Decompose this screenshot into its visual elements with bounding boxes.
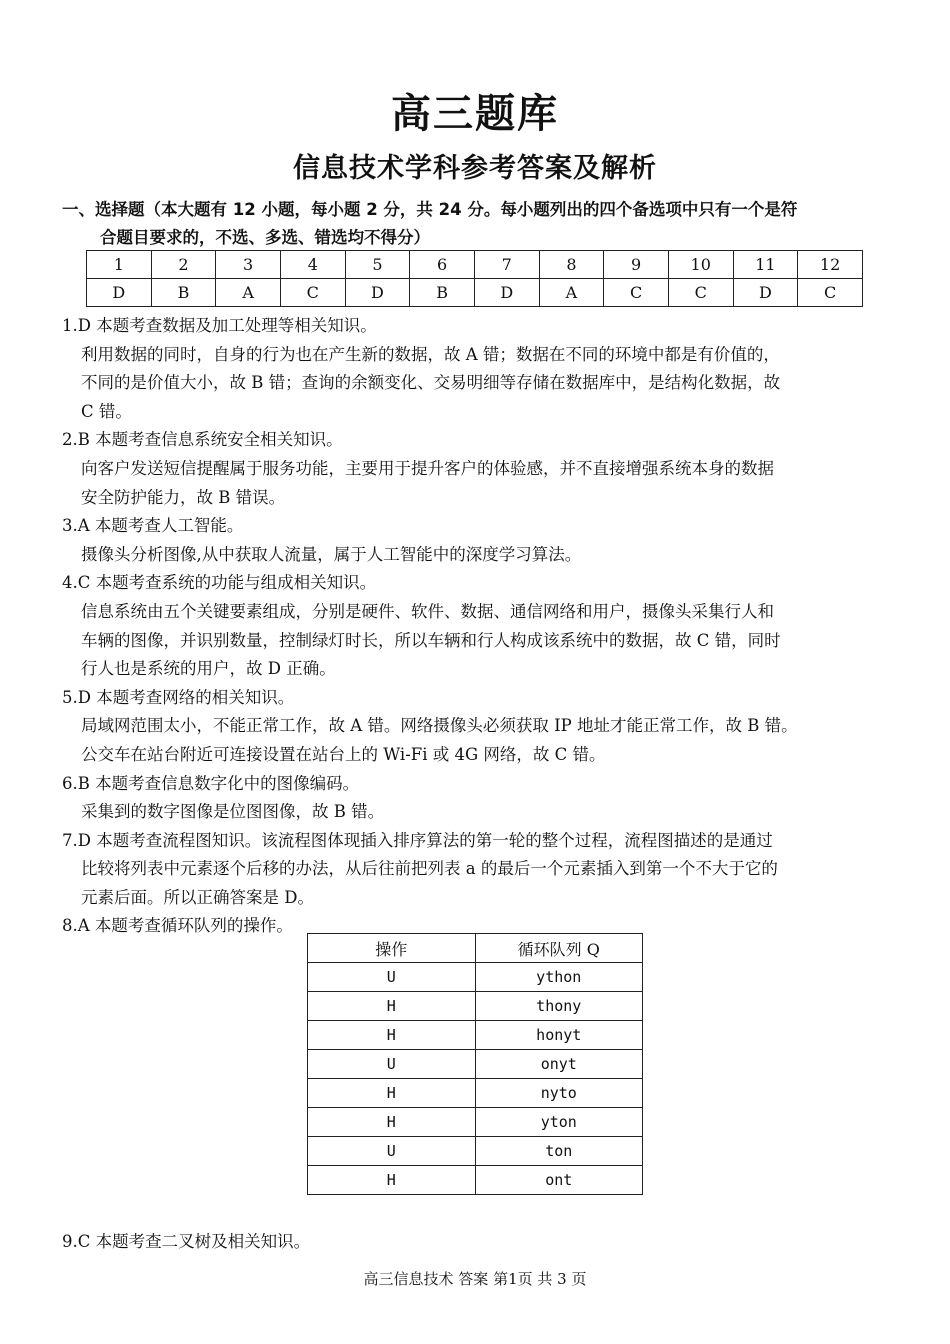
explanation-line: 局域网范围太小，不能正常工作，故 A 错。网络摄像头必须获取 IP 地址才能正常工作，故 B 错。 xyxy=(81,716,798,736)
question-number-cell: 5 xyxy=(345,251,410,279)
queue-state-cell: honyt xyxy=(475,1021,643,1050)
queue-op-cell: U xyxy=(308,963,476,992)
explanation-item xyxy=(62,684,894,770)
explanation-item xyxy=(62,827,894,913)
queue-table-row xyxy=(308,1108,643,1137)
answer-cell: D xyxy=(345,279,410,307)
explanation-item xyxy=(62,312,894,426)
queue-op-cell: U xyxy=(308,1050,476,1079)
explanation-line: 行人也是系统的用户，故 D 正确。 xyxy=(81,659,336,679)
page-subtitle: 信息技术学科参考答案及解析 xyxy=(293,153,657,184)
question-number-cell: 9 xyxy=(604,251,669,279)
answer-cell: C xyxy=(798,279,863,307)
queue-table-row xyxy=(308,1021,643,1050)
explanation-head: 2.B 本题考查信息系统安全相关知识。 xyxy=(62,430,343,450)
explanation-head: 5.D 本题考查网络的相关知识。 xyxy=(62,687,295,707)
queue-state-cell: ython xyxy=(475,963,643,992)
section-heading xyxy=(62,196,894,252)
answer-table xyxy=(86,250,863,307)
answer-cell: A xyxy=(216,279,281,307)
answer-cell: C xyxy=(280,279,345,307)
explanation-item xyxy=(62,569,894,683)
explanation-line: 安全防护能力，故 B 错误。 xyxy=(81,487,286,507)
question-number-cell: 3 xyxy=(216,251,281,279)
queue-op-cell: H xyxy=(308,1079,476,1108)
answer-cell: D xyxy=(87,279,152,307)
queue-state-cell: nyto xyxy=(475,1079,643,1108)
queue-op-cell: H xyxy=(308,1021,476,1050)
explanation-item xyxy=(62,770,894,827)
queue-table-row xyxy=(308,1166,643,1195)
explanation-line: 不同的是价值大小，故 B 错；查询的余额变化、交易明细等存储在数据库中，是结构化数据，故 xyxy=(81,373,781,393)
question-number-cell: 8 xyxy=(539,251,604,279)
question-number-cell: 2 xyxy=(151,251,216,279)
answer-cell: B xyxy=(151,279,216,307)
queue-op-cell: H xyxy=(308,1108,476,1137)
answer-cell: D xyxy=(733,279,798,307)
explanation-item xyxy=(62,512,894,569)
queue-header-op: 操作 xyxy=(308,934,476,963)
queue-state-cell: ton xyxy=(475,1137,643,1166)
queue-op-cell: U xyxy=(308,1137,476,1166)
queue-state-cell: yton xyxy=(475,1108,643,1137)
explanation-line: 向客户发送短信提醒属于服务功能，主要用于提升客户的体验感，并不直接增强系统本身的数据 xyxy=(81,458,774,478)
answer-cell: D xyxy=(474,279,539,307)
question-number-cell: 12 xyxy=(798,251,863,279)
answer-table-number-row xyxy=(87,251,863,279)
explanation-item xyxy=(62,426,894,512)
queue-state-cell: ont xyxy=(475,1166,643,1195)
queue-table-header xyxy=(308,934,643,963)
page-title: 高三题库 xyxy=(391,91,559,137)
answer-table-answer-row xyxy=(87,279,863,307)
page-footer: 高三信息技术 答案 第1页 共 3 页 xyxy=(363,1270,587,1288)
explanation-head: 7.D 本题考查流程图知识。该流程图体现插入排序算法的第一轮的整个过程，流程图描述的是通过 xyxy=(62,830,773,850)
queue-table xyxy=(307,933,643,1195)
question-number-cell: 4 xyxy=(280,251,345,279)
question-number-cell: 1 xyxy=(87,251,152,279)
explanation-line: 车辆的图像，并识别数量，控制绿灯时长，所以车辆和行人构成该系统中的数据，故 C 错，同时 xyxy=(81,630,781,650)
queue-table-row xyxy=(308,963,643,992)
queue-table-row xyxy=(308,1137,643,1166)
question-number-cell: 6 xyxy=(410,251,475,279)
explanation-head: 4.C 本题考查系统的功能与组成相关知识。 xyxy=(62,573,377,593)
answer-cell: C xyxy=(604,279,669,307)
explanation-line: 信息系统由五个关键要素组成，分别是硬件、软件、数据、通信网络和用户，摄像头采集行人和 xyxy=(81,601,774,621)
queue-header-queue: 循环队列 Q xyxy=(475,934,643,963)
explanation-head: 6.B 本题考查信息数字化中的图像编码。 xyxy=(62,773,360,793)
question-number-cell: 11 xyxy=(733,251,798,279)
queue-state-cell: onyt xyxy=(475,1050,643,1079)
queue-table-row xyxy=(308,1079,643,1108)
answer-cell: B xyxy=(410,279,475,307)
explanation-line: 利用数据的同时，自身的行为也在产生新的数据，故 A 错；数据在不同的环境中都是有价值的， xyxy=(81,344,780,364)
explanation-item-9: 9.C 本题考查二叉树及相关知识。 xyxy=(62,1232,311,1251)
explanation-line: 采集到的数字图像是位图图像，故 B 错。 xyxy=(81,802,385,822)
answer-cell: A xyxy=(539,279,604,307)
explanations xyxy=(62,312,894,941)
explanation-line: 公交车在站台附近可连接设置在站台上的 Wi-Fi 或 4G 网络，故 C 错。 xyxy=(81,744,606,764)
question-number-cell: 10 xyxy=(668,251,733,279)
section-heading-line2: 合题目要求的，不选、多选、错选均不得分） xyxy=(100,228,430,247)
queue-op-cell: H xyxy=(308,1166,476,1195)
answer-cell: C xyxy=(668,279,733,307)
explanation-line: C 错。 xyxy=(81,401,132,421)
explanation-line: 摄像头分析图像,从中获取人流量，属于人工智能中的深度学习算法。 xyxy=(81,544,582,564)
explanation-line: 比较将列表中元素逐个后移的办法，从后往前把列表 a 的最后一个元素插入到第一个不大于它的 xyxy=(81,859,778,879)
explanation-head: 1.D 本题考查数据及加工处理等相关知识。 xyxy=(62,316,377,335)
section-heading-line1: 一、选择题（本大题有 12 小题，每小题 2 分，共 24 分。每小题列出的四个备选项中只有一个是符 xyxy=(62,200,798,219)
explanation-line: 元素后面。所以正确答案是 D。 xyxy=(81,887,314,907)
queue-op-cell: H xyxy=(308,992,476,1021)
question-number-cell: 7 xyxy=(474,251,539,279)
queue-state-cell: thony xyxy=(475,992,643,1021)
explanation-head: 3.A 本题考查人工智能。 xyxy=(62,516,244,536)
queue-table-row xyxy=(308,1050,643,1079)
queue-table-row xyxy=(308,992,643,1021)
explanation-head: 8.A 本题考查循环队列的操作。 xyxy=(62,916,293,936)
